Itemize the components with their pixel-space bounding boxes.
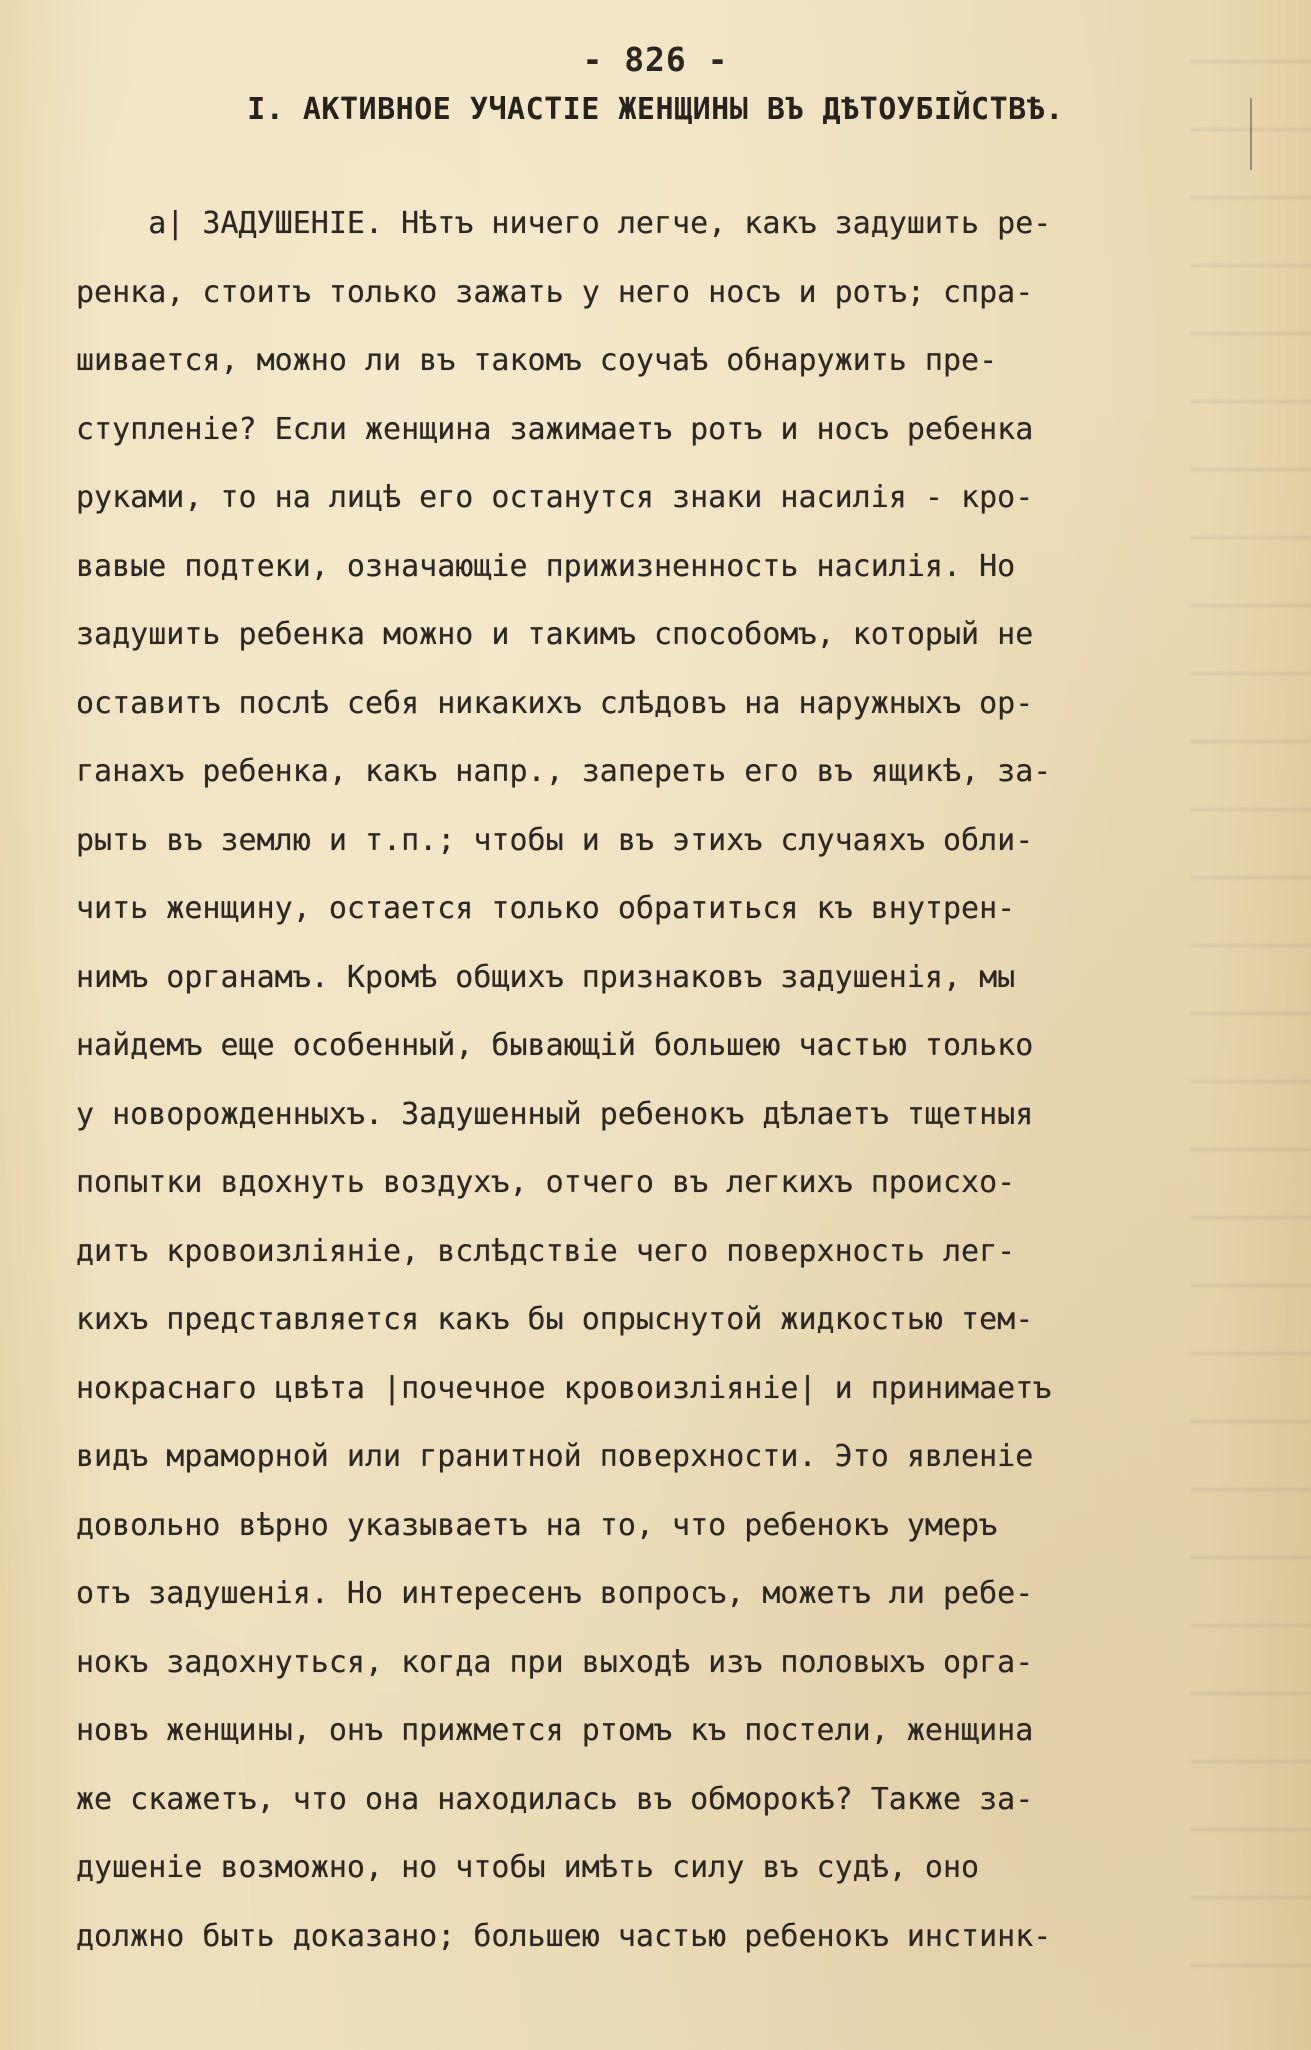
text-line: а| ЗАДУШЕНІЕ. Нѣтъ ничего легче, какъ задушить ре- [76,206,1052,241]
text-line: задушить ребенка можно и такимъ способомъ, который не [76,617,1034,652]
text-line: найдемъ еще особенный, бывающій большею частью только [76,1028,1034,1063]
text-line: ганахъ ребенка, какъ напр., запереть его въ ящикѣ, за- [76,754,1052,789]
body-text [76,190,1236,1971]
section-heading: I. АКТИВНОЕ УЧАСТІЕ ЖЕНЩИНЫ ВЪ ДѢТОУБІЙСТВѢ. [247,92,1064,127]
text-line: довольно вѣрно указываетъ на то, что ребенокъ умеръ [76,1507,998,1543]
text-line: попытки вдохнуть воздухъ, отчего въ легкихъ происхо- [76,1165,1016,1200]
text-line: ренка, стоитъ только зажать у него носъ и ротъ; спра- [76,274,1034,310]
text-line: вавые подтеки, означающіе прижизненность насилія. Но [76,548,1016,584]
text-line: видъ мраморной или гранитной поверхности. Это явленіе [76,1439,1034,1474]
text-line: дитъ кровоизлiяніе, вслѣдствіе чего поверхность лег- [76,1233,1016,1269]
text-line: нокъ задохнуться, когда при выходѣ изъ половыхъ орга- [76,1644,1034,1680]
text-line: отъ задушенія. Но интересенъ вопросъ, можетъ ли ребе- [76,1576,1034,1611]
text-line: нокраснаго цвѣта |почечное кровоизлiяніе| и принимаетъ [76,1370,1052,1406]
text-line: руками, то на лицѣ его останутся знаки насилія - кро- [76,480,1034,515]
text-line: нимъ органамъ. Кромѣ общихъ признаковъ задушенія, мы [76,959,1016,995]
text-line: новъ женщины, онъ прижмется ртомъ къ постели, женщина [76,1713,1034,1748]
text-line: должно быть доказано; большею частью ребенокъ инстинк- [76,1918,1052,1954]
text-line: у новорожденныхъ. Задушенный ребенокъ дѣлаетъ тщетныя [76,1096,1034,1132]
page-number: - 826 - [582,40,729,79]
text-line: кихъ представляется какъ бы опрыснутой жидкостью тем- [76,1302,1034,1337]
text-line: рыть въ землю и т.п.; чтобы и въ этихъ случаяхъ обли- [76,822,1034,858]
text-line: же скажетъ, что она находилась въ обморокѣ? Также за- [76,1781,1034,1817]
text-line: шивается, можно ли въ такомъ соучаѣ обнаружить пре- [76,343,998,378]
text-line: ступленіе? Если женщина зажимаетъ ротъ и носъ ребенка [76,411,1034,447]
text-line: чить женщину, остается только обратиться къ внутрен- [76,891,1016,926]
text-line: оставитъ послѣ себя никакихъ слѣдовъ на наружныхъ ор- [76,685,1034,721]
text-line: душеніе возможно, но чтобы имѣть силу въ судѣ, оно [76,1850,980,1885]
